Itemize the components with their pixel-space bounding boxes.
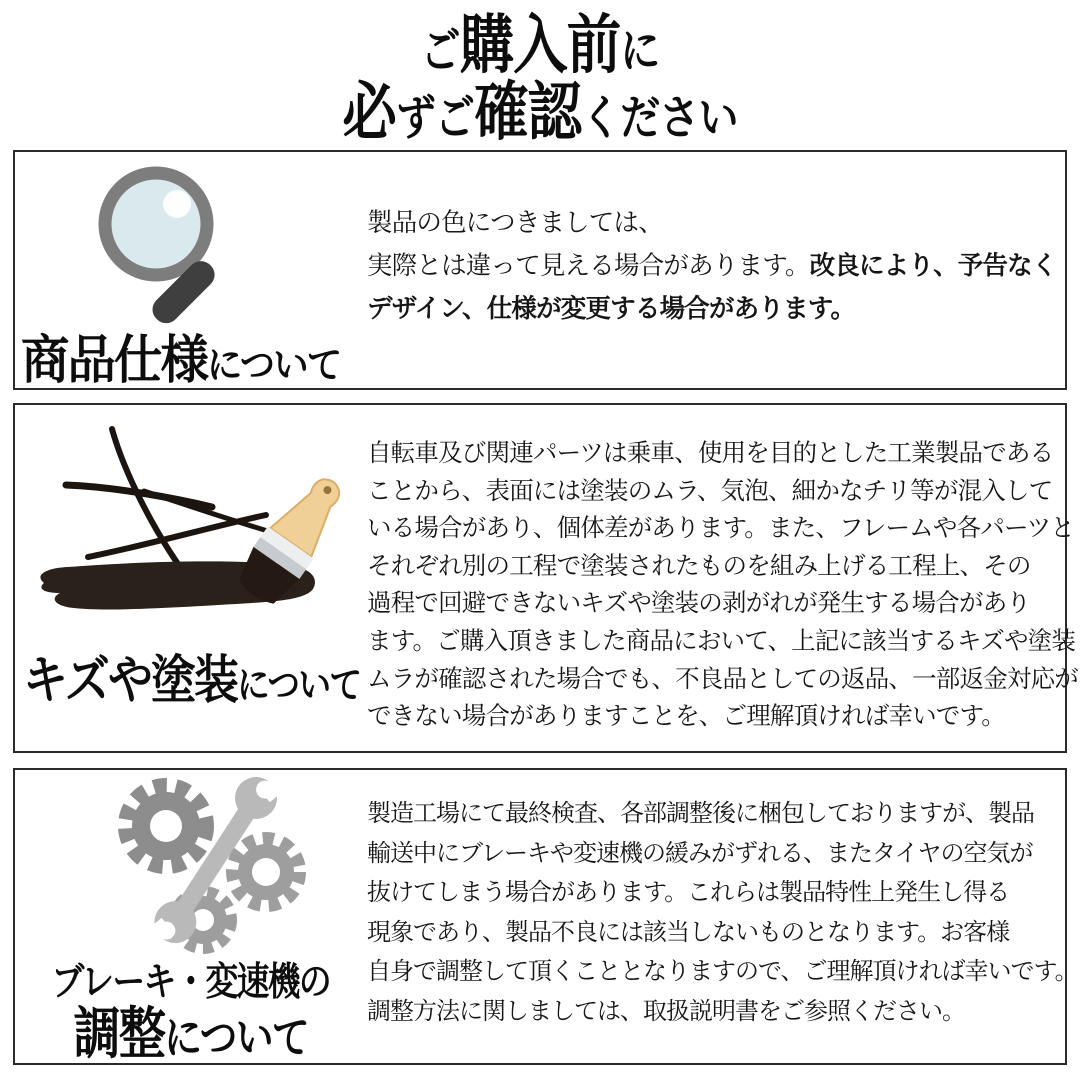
text-segment: ます。ご購入頂きました商品において、上記に該当するキズや塗装: [367, 627, 1076, 655]
heading-suffix-text: について: [237, 665, 361, 707]
section-adjust-left-column: [15, 770, 367, 1063]
title-line-1: [81, 9, 999, 81]
text-line: [367, 834, 1078, 874]
text-line: [367, 698, 1078, 736]
text-segment: 自転車及び関連パーツは乗車、使用を目的とした工業製品である: [367, 440, 1054, 467]
section-spec-left-column: [15, 152, 367, 388]
text-segment: デザイン、仕様が変更する場合があります。: [367, 295, 856, 323]
text-segment: 調整方法に関しましては、取扱説明書をご参照ください。: [367, 997, 965, 1025]
section-paint-heading: [23, 652, 361, 710]
heading-suffix-text: について: [164, 1011, 309, 1063]
text-segment: いる場合があり、個体差があります。また、フレームや各パーツと: [367, 515, 1075, 543]
title-segment: ください: [581, 90, 738, 144]
page-title: [0, 0, 1080, 150]
text-line: [367, 202, 1057, 245]
title-segment: ずご: [395, 90, 475, 144]
text-line: [367, 913, 1078, 953]
text-segment: 過程で回避できないキズや塗装の剥がれが発生する場合があり: [367, 590, 1031, 618]
text-line: [367, 510, 1078, 548]
text-line: [367, 245, 1057, 288]
heading-main-text: 調整: [73, 1001, 165, 1065]
section-paint-left-column: [15, 405, 367, 751]
text-segment: それぞれ別の工程で塗装されたものを組み上げる工程上、その: [367, 552, 1031, 580]
text-line: [367, 435, 1078, 473]
title-line-2: [81, 75, 999, 148]
text-line: [367, 992, 1078, 1032]
text-segment: ことから、表面には塗装のムラ、気泡、細かなチリ等が混入して: [367, 477, 1053, 505]
text-line: [367, 585, 1078, 623]
text-segment: 製造工場にて最終検査、各部調整後に梱包しておりますが、製品: [367, 800, 1034, 827]
text-segment: 輸送中にブレーキや変速機の緩みがずれる、またタイヤの空気が: [367, 839, 1033, 867]
text-segment: 改良により、予告なく: [809, 252, 1057, 280]
text-line: [367, 623, 1078, 661]
text-line: [367, 548, 1078, 586]
heading-main-text: 商品仕様: [21, 332, 208, 390]
text-line: [367, 952, 1078, 992]
section-spec-heading: [21, 332, 341, 390]
magnifier-icon: [81, 162, 271, 335]
section-spec-body: [367, 152, 1065, 388]
title-segment: に: [620, 24, 660, 77]
text-segment: できない場合がありますことを、ご理解頂ければ幸いです。: [367, 703, 1005, 731]
text-segment: 実際とは違って見える場合があります。: [367, 252, 810, 280]
title-segment: ご: [420, 24, 460, 77]
text-segment: 現象であり、製品不良には該当しないものとなります。お客様: [367, 918, 1010, 946]
heading-line-1: ブレーキ・変速機の: [51, 961, 331, 1004]
text-line: [367, 473, 1078, 511]
paintbrush-icon: [26, 417, 356, 624]
text-segment: ムラが確認された場合でも、不良品としての返品、一部返金対応が: [367, 665, 1078, 693]
section-paint-body: [367, 405, 1080, 751]
section-adjust-body: [367, 770, 1080, 1063]
section-adjust-heading: [51, 961, 331, 1065]
title-segment: 必: [342, 75, 396, 148]
text-line: [367, 288, 1057, 331]
section-brake-adjust: [13, 768, 1078, 1065]
heading-line-2: [52, 1001, 330, 1065]
text-line: [367, 661, 1078, 699]
gears-wrench-icon: [41, 774, 341, 961]
text-segment: 抜けてしまう場合があります。これらは製品特性上発生し得る: [367, 879, 1010, 906]
text-segment: 製品の色につきましては、: [367, 209, 663, 237]
section-product-spec: [13, 150, 1067, 390]
text-segment: 自身で調整して頂くこととなりますので、ご理解頂ければ幸いです。: [367, 958, 1078, 985]
title-segment: 購入前: [459, 9, 621, 81]
text-line: [367, 794, 1078, 834]
title-segment: 確認: [474, 75, 582, 148]
heading-suffix-text: について: [207, 345, 341, 387]
heading-main-text: キズや塗装: [23, 652, 238, 710]
text-line: [367, 873, 1078, 913]
section-scratch-paint: [13, 403, 1078, 753]
